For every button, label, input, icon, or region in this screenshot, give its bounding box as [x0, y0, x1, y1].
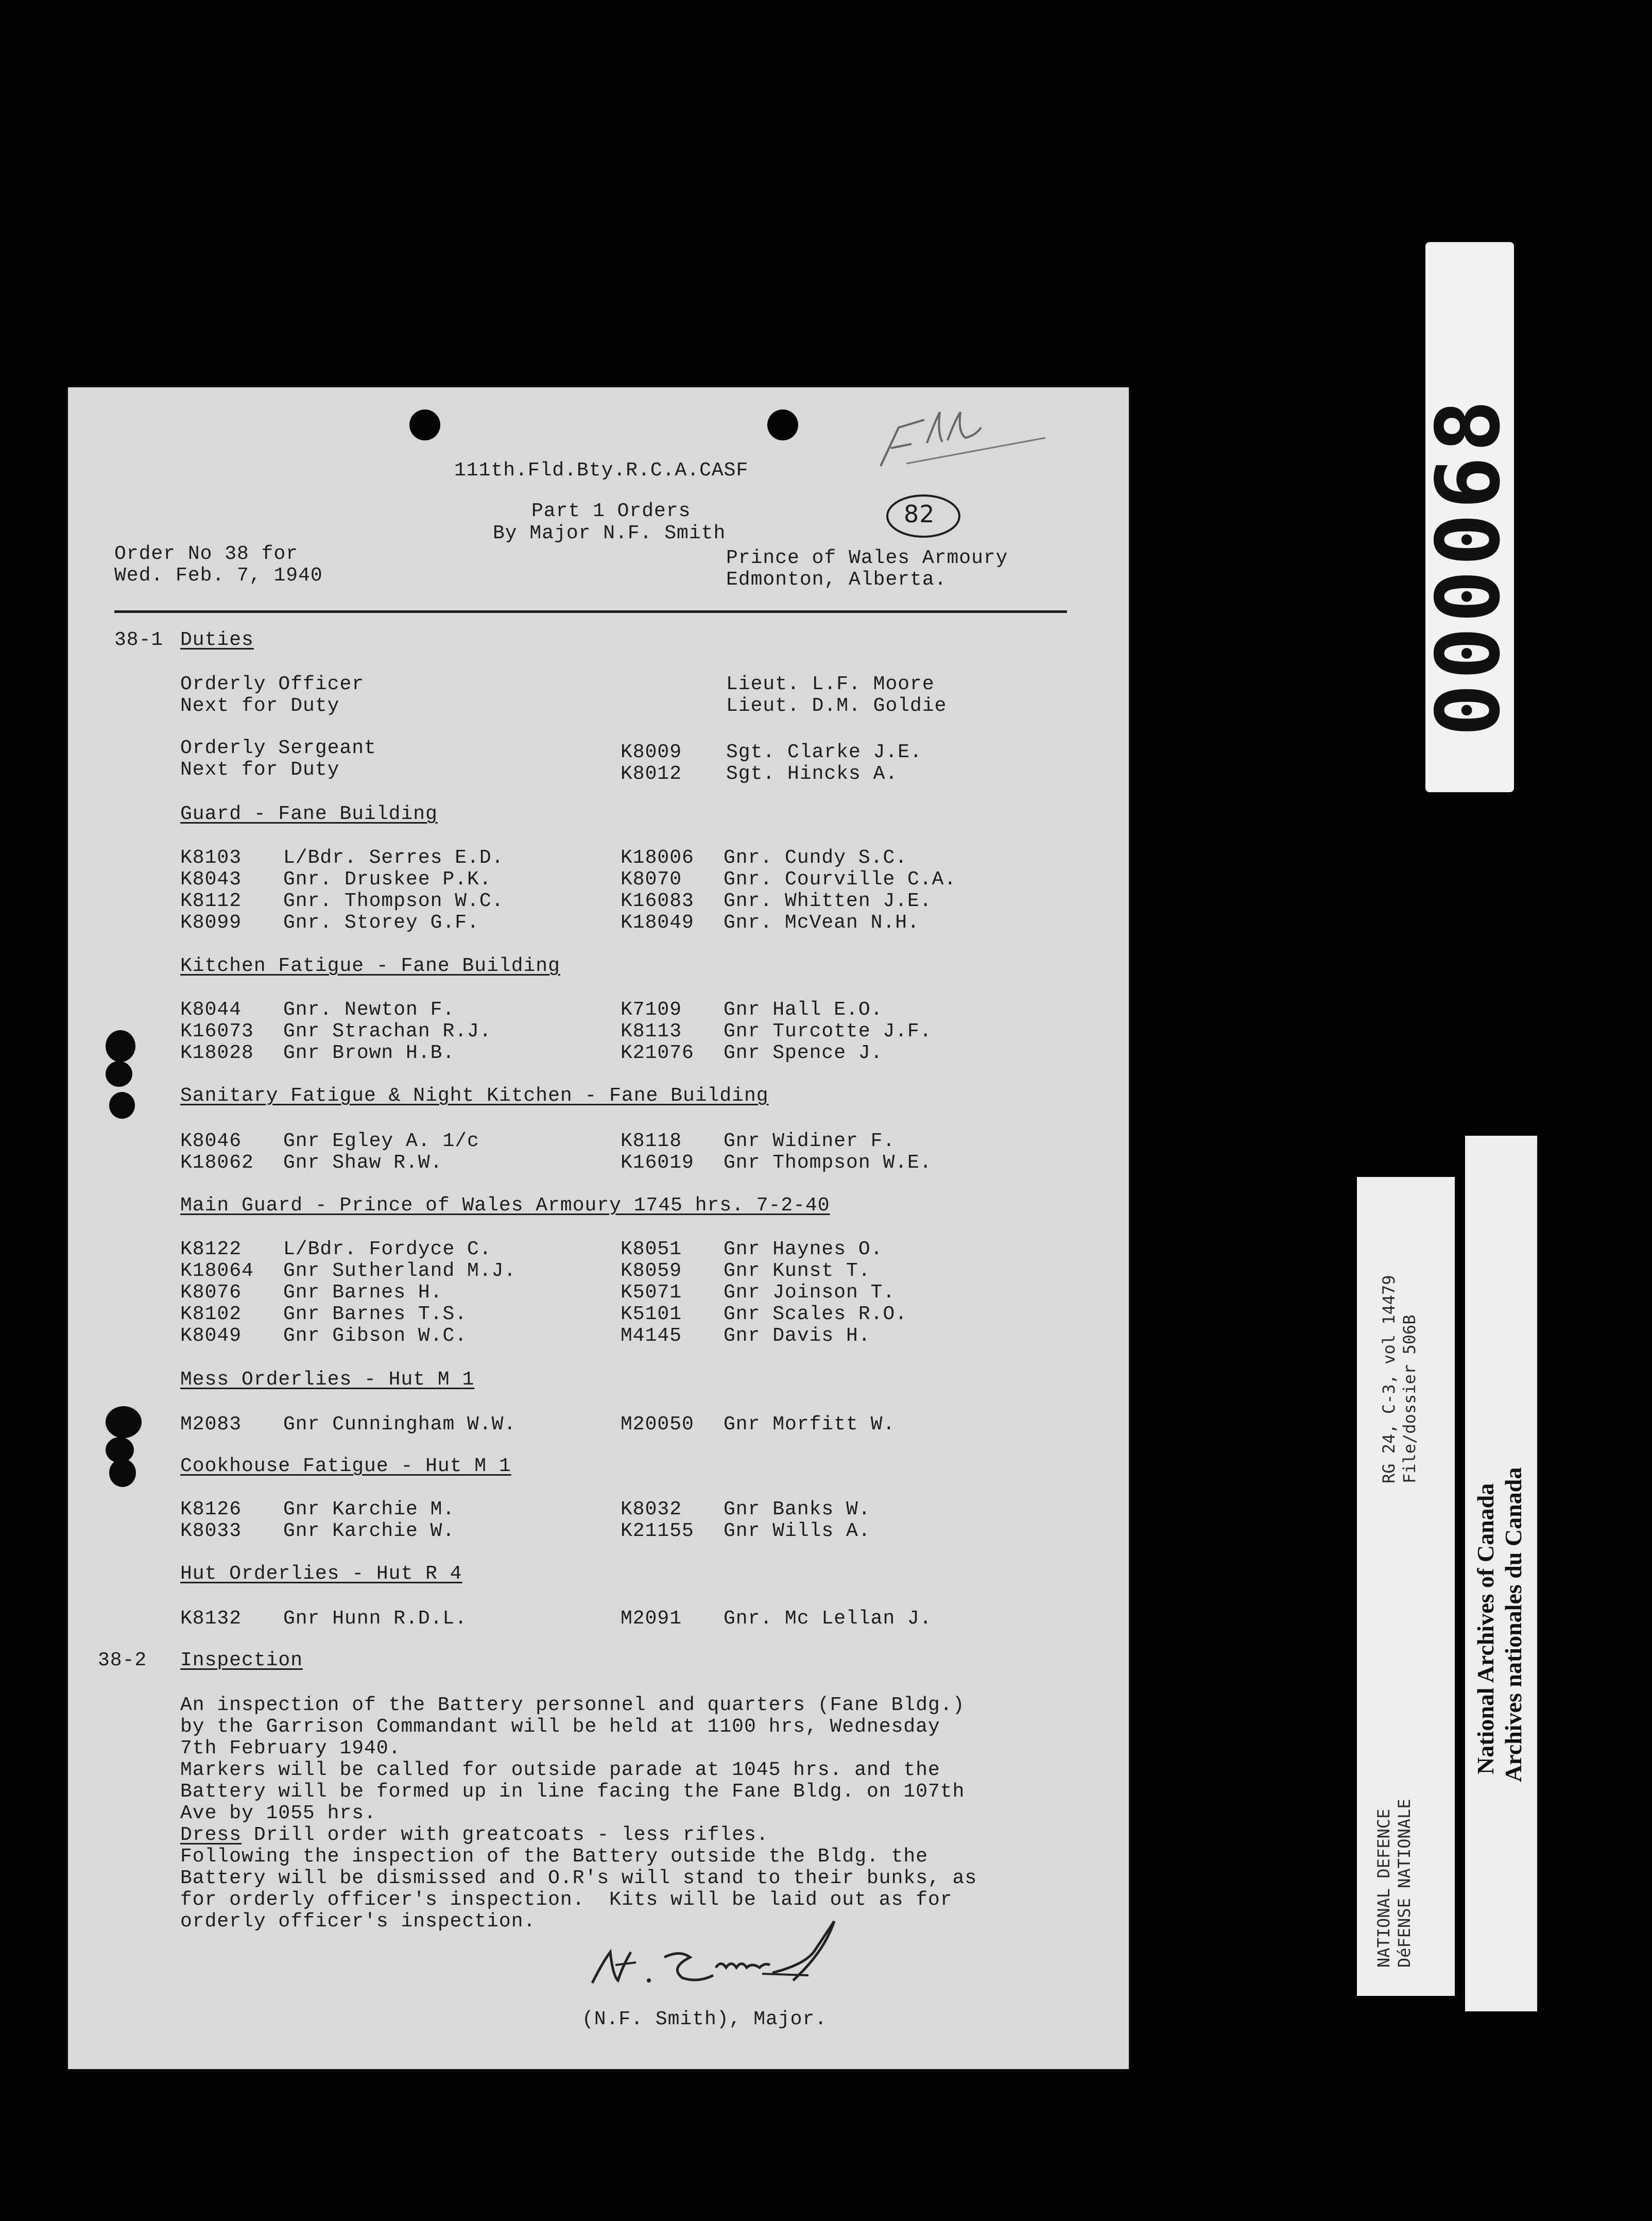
handwritten-file-note [870, 407, 1051, 479]
subsection-title: Sanitary Fatigue & Night Kitchen - Fane Building [180, 1085, 769, 1107]
soldier-name: Gnr Shaw R.W. [283, 1152, 443, 1174]
orders-issuer: By Major N.F. Smith [493, 522, 726, 544]
unit-title: 111th.Fld.Bty.R.C.A.CASF [454, 459, 749, 482]
subsection-title: Hut Orderlies - Hut R 4 [180, 1563, 462, 1585]
service-number: K18049 [621, 912, 694, 934]
binder-mark [109, 1459, 136, 1487]
soldier-name: Gnr Barnes H. [283, 1282, 443, 1304]
orders-heading: Part 1 Orders [531, 500, 691, 522]
duty-label: Next for Duty [180, 695, 340, 717]
location-line1: Prince of Wales Armoury [726, 547, 1008, 569]
body-line: Battery will be dismissed and O.R's will stand to their bunks, as [180, 1867, 977, 1889]
archive-ref-line4: DéFENSE NATIONALE [1395, 1799, 1414, 1968]
soldier-name: Gnr. Druskee P.K. [283, 868, 492, 891]
soldier-name: Gnr Scales R.O. [724, 1303, 908, 1325]
subsection-title: Guard - Fane Building [180, 803, 438, 825]
service-number: K8076 [180, 1282, 242, 1304]
service-number: K8049 [180, 1325, 242, 1347]
soldier-name: Gnr Joinson T. [724, 1282, 896, 1304]
body-line: by the Garrison Commandant will be held at 1100 hrs, Wednesday [180, 1716, 940, 1738]
soldier-name: L/Bdr. Serres E.D. [283, 847, 504, 869]
service-number: K8099 [180, 912, 242, 934]
service-number: K8043 [180, 868, 242, 891]
soldier-name: Gnr Thompson W.E. [724, 1152, 932, 1174]
archive-name-en: National Archives of Canada [1472, 1483, 1499, 1774]
service-number: K18062 [180, 1152, 254, 1174]
soldier-name: Gnr. Mc Lellan J. [724, 1608, 932, 1630]
subsection-title: Cookhouse Fatigue - Hut M 1 [180, 1455, 511, 1477]
service-number: K8102 [180, 1303, 242, 1325]
service-number: K8113 [621, 1020, 682, 1043]
handwritten-signature [587, 1916, 906, 2004]
soldier-name: Gnr Widiner F. [724, 1130, 896, 1152]
section-title: Duties [180, 629, 254, 651]
duty-name: Sgt. Hincks A. [726, 763, 898, 785]
duty-name: Sgt. Clarke J.E. [726, 741, 922, 763]
archive-ref-line2: File/dossier 506B [1400, 1314, 1419, 1483]
duty-label: Orderly Sergeant [180, 737, 376, 759]
section-number: 38-2 [98, 1649, 147, 1671]
service-number: K8126 [180, 1498, 242, 1520]
body-line: Following the inspection of the Battery outside the Bldg. the [180, 1846, 928, 1868]
service-number: K8059 [621, 1260, 682, 1282]
soldier-name: Gnr. Whitten J.E. [724, 890, 932, 912]
service-number: K16083 [621, 890, 694, 912]
body-line: Battery will be formed up in line facing the Fane Bldg. on 107th [180, 1781, 965, 1803]
service-number: K18028 [180, 1042, 254, 1064]
body-line: Markers will be called for outside parade at 1045 hrs. and the [180, 1759, 940, 1781]
binder-mark [106, 1061, 132, 1087]
service-number: K16019 [621, 1152, 694, 1174]
soldier-name: Gnr. Courville C.A. [724, 868, 957, 891]
service-number: M2091 [621, 1608, 682, 1630]
body-line: 7th February 1940. [180, 1737, 401, 1759]
punch-hole-left [409, 409, 440, 440]
soldier-name: Gnr. Thompson W.C. [283, 890, 504, 912]
soldier-name: Gnr. Storey G.F. [283, 912, 479, 934]
punch-hole-right [767, 409, 798, 440]
soldier-name: Gnr Gibson W.C. [283, 1325, 468, 1347]
section-number: 38-1 [114, 629, 164, 651]
binder-mark [109, 1092, 135, 1119]
service-number: K8033 [180, 1520, 242, 1542]
dress-label: Dress [180, 1824, 242, 1846]
soldier-name: Gnr Hall E.O. [724, 999, 883, 1021]
service-number: K7109 [621, 999, 682, 1021]
subsection-title: Mess Orderlies - Hut M 1 [180, 1369, 475, 1391]
service-number: M4145 [621, 1325, 682, 1347]
soldier-name: Gnr Strachan R.J. [283, 1020, 492, 1043]
service-number: K8009 [621, 741, 682, 763]
soldier-name: Gnr Wills A. [724, 1520, 871, 1542]
location-line2: Edmonton, Alberta. [726, 569, 947, 591]
soldier-name: Gnr Morfitt W. [724, 1413, 896, 1436]
service-number: K8070 [621, 868, 682, 891]
service-number: K8046 [180, 1130, 242, 1152]
archive-ref-line1: RG 24, C-3, vol 14479 [1379, 1275, 1399, 1483]
soldier-name: Gnr. Newton F. [283, 999, 455, 1021]
binder-mark [106, 1030, 135, 1062]
service-number: K18064 [180, 1260, 254, 1282]
duty-label: Orderly Officer [180, 673, 365, 695]
header-divider [114, 610, 1067, 613]
soldier-name: Gnr Karchie M. [283, 1498, 455, 1520]
soldier-name: Gnr. McVean N.H. [724, 912, 920, 934]
dress-text: Drill order with greatcoats - less rifles. [242, 1824, 769, 1846]
frame-counter: 000068 [1418, 395, 1520, 737]
binder-mark [106, 1406, 142, 1438]
body-line: An inspection of the Battery personnel and quarters (Fane Bldg.) [180, 1694, 965, 1716]
service-number: K8044 [180, 999, 242, 1021]
soldier-name: Gnr Sutherland M.J. [283, 1260, 517, 1282]
soldier-name: Gnr Davis H. [724, 1325, 871, 1347]
soldier-name: Gnr Karchie W. [283, 1520, 455, 1542]
service-number: M2083 [180, 1413, 242, 1436]
soldier-name: Gnr Hunn R.D.L. [283, 1608, 468, 1630]
section-title: Inspection [180, 1649, 303, 1671]
service-number: K8012 [621, 763, 682, 785]
duty-name: Lieut. D.M. Goldie [726, 695, 947, 717]
soldier-name: L/Bdr. Fordyce C. [283, 1238, 492, 1260]
sign-off: (N.F. Smith), Major. [582, 2008, 828, 2030]
duty-label: Next for Duty [180, 759, 340, 781]
soldier-name: Gnr. Cundy S.C. [724, 847, 908, 869]
soldier-name: Gnr Brown H.B. [283, 1042, 455, 1064]
service-number: K16073 [180, 1020, 254, 1043]
archive-name-fr: Archives nationales du Canada [1500, 1467, 1526, 1782]
service-number: K8051 [621, 1238, 682, 1260]
service-number: K8032 [621, 1498, 682, 1520]
order-number: Order No 38 for [114, 543, 299, 565]
service-number: K8103 [180, 847, 242, 869]
service-number: K5071 [621, 1282, 682, 1304]
service-number: K5101 [621, 1303, 682, 1325]
soldier-name: Gnr Haynes O. [724, 1238, 883, 1260]
body-line: Ave by 1055 hrs. [180, 1802, 376, 1824]
service-number: K21076 [621, 1042, 694, 1064]
soldier-name: Gnr Spence J. [724, 1042, 883, 1064]
subsection-title: Kitchen Fatigue - Fane Building [180, 955, 560, 977]
soldier-name: Gnr Turcotte J.F. [724, 1020, 932, 1043]
service-number: K8122 [180, 1238, 242, 1260]
duty-name: Lieut. L.F. Moore [726, 673, 935, 695]
body-line [180, 1824, 769, 1846]
archive-ref-line3: NATIONAL DEFENCE [1374, 1808, 1393, 1968]
soldier-name: Gnr Barnes T.S. [283, 1303, 468, 1325]
service-number: K8132 [180, 1608, 242, 1630]
soldier-name: Gnr Egley A. 1/c [283, 1130, 479, 1152]
order-date: Wed. Feb. 7, 1940 [114, 565, 323, 587]
subsection-title: Main Guard - Prince of Wales Armoury 1745 hrs. 7-2-40 [180, 1194, 830, 1217]
service-number: M20050 [621, 1413, 694, 1436]
service-number: K8118 [621, 1130, 682, 1152]
soldier-name: Gnr Kunst T. [724, 1260, 871, 1282]
body-line: orderly officer's inspection. [180, 1910, 536, 1933]
service-number: K21155 [621, 1520, 694, 1542]
circled-number: 82 [904, 500, 935, 528]
service-number: K8112 [180, 890, 242, 912]
service-number: K18006 [621, 847, 694, 869]
soldier-name: Gnr Cunningham W.W. [283, 1413, 517, 1436]
body-line: for orderly officer's inspection. Kits will be laid out as for [180, 1889, 953, 1911]
soldier-name: Gnr Banks W. [724, 1498, 871, 1520]
